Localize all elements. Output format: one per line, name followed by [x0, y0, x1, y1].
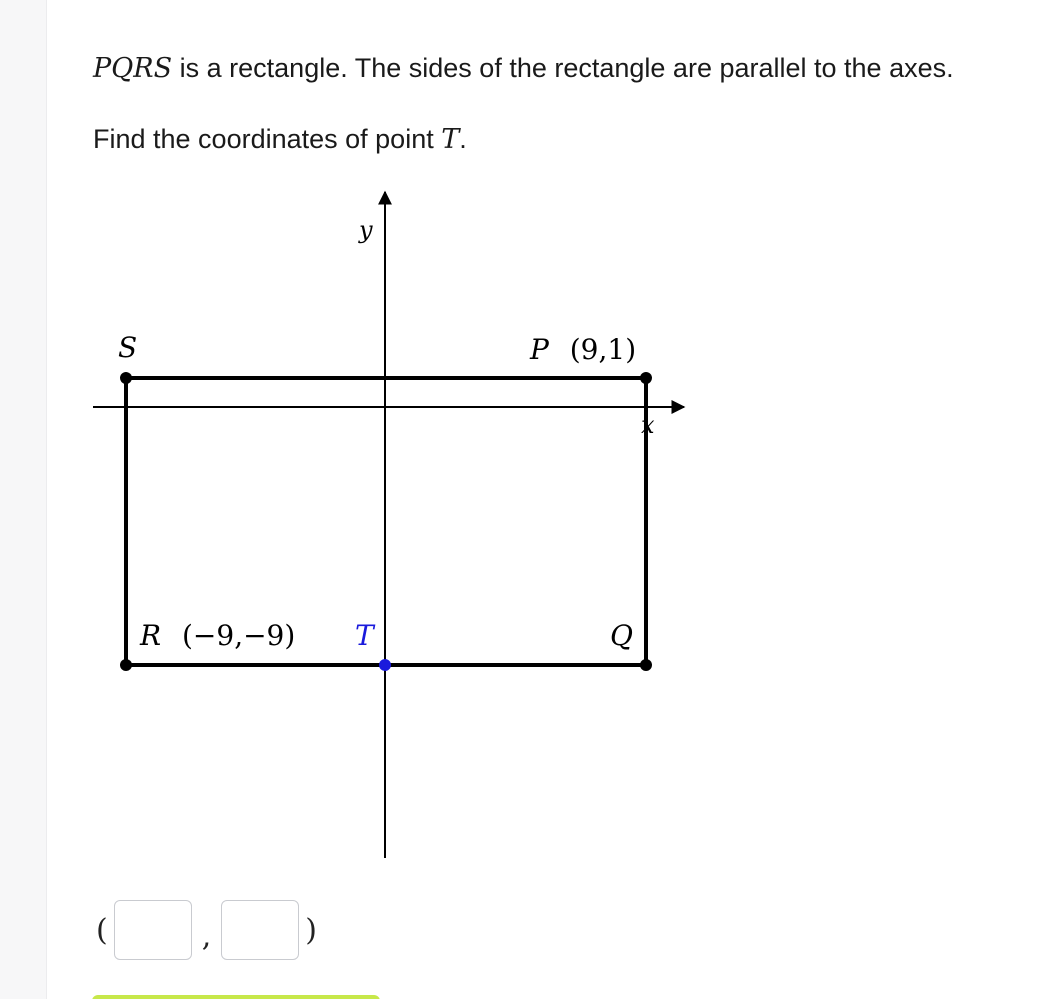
question-line-2-text: Find the coordinates of point	[93, 124, 442, 154]
rectangle-name: PQRS	[93, 53, 173, 84]
point-q-name: Q	[610, 619, 633, 652]
point-t-label	[355, 619, 376, 652]
answer-comma: ,	[201, 919, 212, 954]
point-q-dot	[640, 659, 652, 671]
point-p-name: P	[530, 333, 549, 366]
answer-close-paren: )	[305, 912, 317, 948]
point-r-name: R	[140, 619, 162, 652]
check-button[interactable]	[92, 995, 380, 999]
point-s-label	[118, 331, 137, 364]
x-coordinate-input[interactable]	[114, 900, 192, 960]
point-t-dot	[379, 659, 391, 671]
point-r-dot	[120, 659, 132, 671]
answer-row	[90, 898, 323, 962]
point-q-label	[610, 619, 633, 652]
point-r-coords: (−9,−9)	[182, 619, 296, 652]
point-t-name: T	[441, 124, 460, 155]
y-axis-label: y	[359, 216, 373, 244]
point-p-dot	[640, 372, 652, 384]
point-r-label	[139, 619, 295, 652]
point-s-dot	[120, 372, 132, 384]
question-line-1-text: is a rectangle. The sides of the rectangle are parallel to the axes.	[172, 53, 954, 83]
point-t-label-name: T	[355, 619, 374, 652]
question-line-2-end: .	[459, 124, 467, 154]
point-s-name: S	[118, 331, 138, 364]
y-coordinate-input[interactable]	[221, 900, 299, 960]
point-p-coords: (9,1)	[569, 333, 637, 366]
point-p-label	[529, 333, 636, 366]
x-axis-label: x	[641, 411, 655, 439]
answer-open-paren: (	[96, 912, 108, 948]
